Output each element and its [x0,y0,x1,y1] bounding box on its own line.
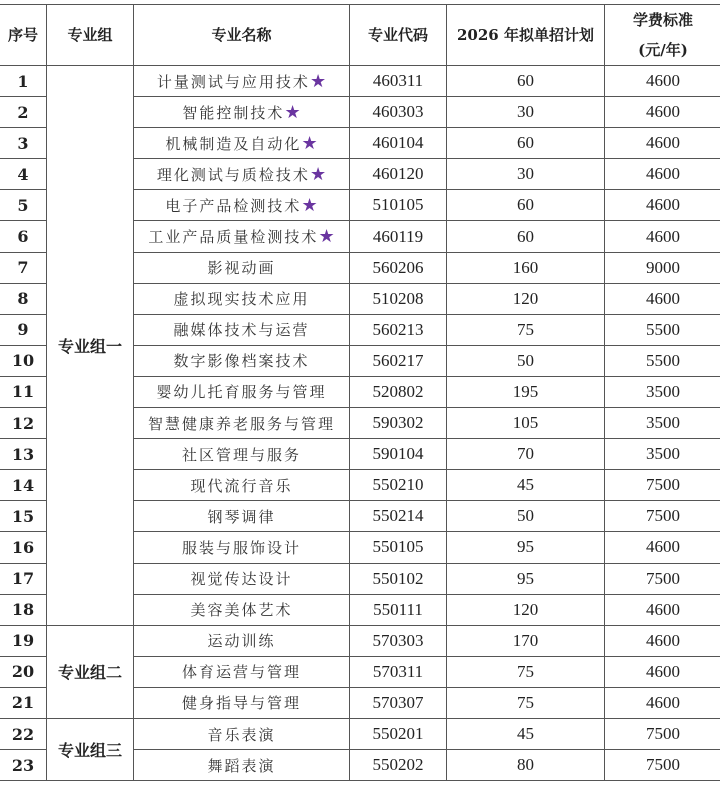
enrollment-plan: 75 [447,687,605,718]
group-label: 专业组一 [47,66,134,626]
major-name-cell [134,252,350,283]
star-icon [301,195,317,216]
major-code: 550111 [350,594,447,625]
tuition-fee: 9000 [605,252,720,283]
group-label: 专业组二 [47,625,134,718]
star-icon [284,102,300,123]
major-name-cell [134,656,350,687]
row-index: 1 [0,66,47,97]
major-code: 590104 [350,439,447,470]
row-index: 19 [0,625,47,656]
tuition-fee: 7500 [605,563,720,594]
tuition-fee: 4600 [605,128,720,159]
table-row [0,625,720,656]
enrollment-plan: 80 [447,750,605,781]
major-name-cell [134,687,350,718]
enrollment-plan: 120 [447,594,605,625]
enrollment-plan: 120 [447,283,605,314]
enrollment-plan: 30 [447,159,605,190]
major-name: 电子产品检测技术 [165,196,302,215]
tuition-fee: 4600 [605,656,720,687]
major-name-cell [134,532,350,563]
row-index: 8 [0,283,47,314]
major-code: 460119 [350,221,447,252]
star-icon [310,71,326,92]
major-code: 570311 [350,656,447,687]
tuition-fee: 4600 [605,190,720,221]
major-name-cell [134,376,350,407]
row-index: 5 [0,190,47,221]
major-code: 550214 [350,501,447,532]
major-code: 570303 [350,625,447,656]
row-index: 6 [0,221,47,252]
header-fee [605,5,720,66]
enrollment-plan: 50 [447,345,605,376]
star-icon [318,226,334,247]
row-index: 4 [0,159,47,190]
major-name-cell [134,190,350,221]
major-name: 融媒体技术与运营 [173,321,310,340]
major-name-cell [134,501,350,532]
major-code: 520802 [350,376,447,407]
major-code: 550102 [350,563,447,594]
major-code: 560217 [350,345,447,376]
major-code: 590302 [350,408,447,439]
major-name-cell [134,439,350,470]
major-name-cell [134,66,350,97]
major-name: 舞蹈表演 [207,756,276,775]
row-index: 10 [0,345,47,376]
row-index: 17 [0,563,47,594]
major-name: 体育运营与管理 [181,663,301,682]
major-code: 460303 [350,97,447,128]
major-name: 美容美体艺术 [190,601,293,620]
major-name-cell [134,470,350,501]
tuition-fee: 7500 [605,718,720,749]
enrollment-plan: 45 [447,718,605,749]
enrollment-plan: 60 [447,221,605,252]
star-icon [301,133,317,154]
row-index: 21 [0,687,47,718]
row-index: 2 [0,97,47,128]
enrollment-plan: 75 [447,314,605,345]
row-index: 9 [0,314,47,345]
major-name: 智能控制技术 [182,103,285,122]
major-code: 460104 [350,128,447,159]
group-label: 专业组三 [47,718,134,780]
enrollment-plan: 60 [447,66,605,97]
tuition-fee: 4600 [605,159,720,190]
header-plan: 2026 年拟单招计划 [447,5,605,66]
major-name: 理化测试与质检技术 [156,165,310,184]
enrollment-plan: 60 [447,128,605,159]
tuition-fee: 4600 [605,97,720,128]
star-icon [310,164,326,185]
major-name: 影视动画 [207,259,276,278]
row-index: 12 [0,408,47,439]
major-name: 社区管理与服务 [181,445,301,464]
major-name-cell [134,97,350,128]
major-name: 运动训练 [207,632,276,651]
row-index: 22 [0,718,47,749]
row-index: 23 [0,750,47,781]
major-name: 视觉传达设计 [190,570,293,589]
tuition-fee: 3500 [605,408,720,439]
major-name-cell [134,128,350,159]
row-index: 18 [0,594,47,625]
major-name-cell [134,159,350,190]
major-name: 工业产品质量检测技术 [148,228,319,247]
major-name-cell [134,594,350,625]
tuition-fee: 4600 [605,532,720,563]
row-index: 13 [0,439,47,470]
tuition-fee: 5500 [605,314,720,345]
enrollment-plan: 50 [447,501,605,532]
header-row [0,5,720,66]
major-name: 虚拟现实技术应用 [173,290,310,309]
major-name-cell [134,314,350,345]
row-index: 14 [0,470,47,501]
enrollment-plan: 95 [447,532,605,563]
major-code: 570307 [350,687,447,718]
row-index: 3 [0,128,47,159]
enrollment-plan: 105 [447,408,605,439]
enrollment-plan: 45 [447,470,605,501]
major-name-cell [134,625,350,656]
major-code: 550105 [350,532,447,563]
major-name: 计量测试与应用技术 [156,72,310,91]
header-code: 专业代码 [350,5,447,66]
major-name: 服装与服饰设计 [181,538,301,557]
enrollment-plan: 160 [447,252,605,283]
tuition-fee: 4600 [605,221,720,252]
major-code: 560213 [350,314,447,345]
tuition-fee: 4600 [605,66,720,97]
tuition-fee: 3500 [605,439,720,470]
major-code: 460120 [350,159,447,190]
major-code: 510105 [350,190,447,221]
enrollment-plan: 60 [447,190,605,221]
major-name-cell [134,283,350,314]
major-name: 数字影像档案技术 [173,352,310,371]
enrollment-plan: 75 [447,656,605,687]
row-index: 7 [0,252,47,283]
major-name: 音乐表演 [207,725,276,744]
header-index: 序号 [0,5,47,66]
major-code: 560206 [350,252,447,283]
major-name-cell [134,750,350,781]
major-name-cell [134,563,350,594]
enrollment-plan: 30 [447,97,605,128]
tuition-fee: 4600 [605,625,720,656]
enrollment-plan: 195 [447,376,605,407]
tuition-fee: 4600 [605,594,720,625]
header-fee-line1: 学费标准 [632,11,693,29]
enrollment-plan-table [0,4,720,781]
major-code: 550201 [350,718,447,749]
tuition-fee: 3500 [605,376,720,407]
major-name-cell [134,408,350,439]
major-name: 健身指导与管理 [181,694,301,713]
major-code: 510208 [350,283,447,314]
row-index: 15 [0,501,47,532]
tuition-fee: 7500 [605,750,720,781]
row-index: 16 [0,532,47,563]
tuition-fee: 4600 [605,687,720,718]
tuition-fee: 4600 [605,283,720,314]
enrollment-plan: 95 [447,563,605,594]
tuition-fee: 7500 [605,470,720,501]
major-name-cell [134,221,350,252]
enrollment-plan: 70 [447,439,605,470]
major-name: 机械制造及自动化 [165,134,302,153]
table-row [0,718,720,749]
major-name-cell [134,718,350,749]
major-name: 现代流行音乐 [190,476,293,495]
major-name: 婴幼儿托育服务与管理 [156,383,327,402]
major-code: 550202 [350,750,447,781]
major-name: 智慧健康养老服务与管理 [147,414,335,433]
tuition-fee: 5500 [605,345,720,376]
row-index: 11 [0,376,47,407]
header-name: 专业名称 [134,5,350,66]
tuition-fee: 7500 [605,501,720,532]
header-fee-line2: (元/年) [638,41,688,59]
major-code: 550210 [350,470,447,501]
enrollment-plan: 170 [447,625,605,656]
row-index: 20 [0,656,47,687]
table-row [0,66,720,97]
major-name: 钢琴调律 [207,507,276,526]
major-code: 460311 [350,66,447,97]
header-group: 专业组 [47,5,134,66]
major-name-cell [134,345,350,376]
